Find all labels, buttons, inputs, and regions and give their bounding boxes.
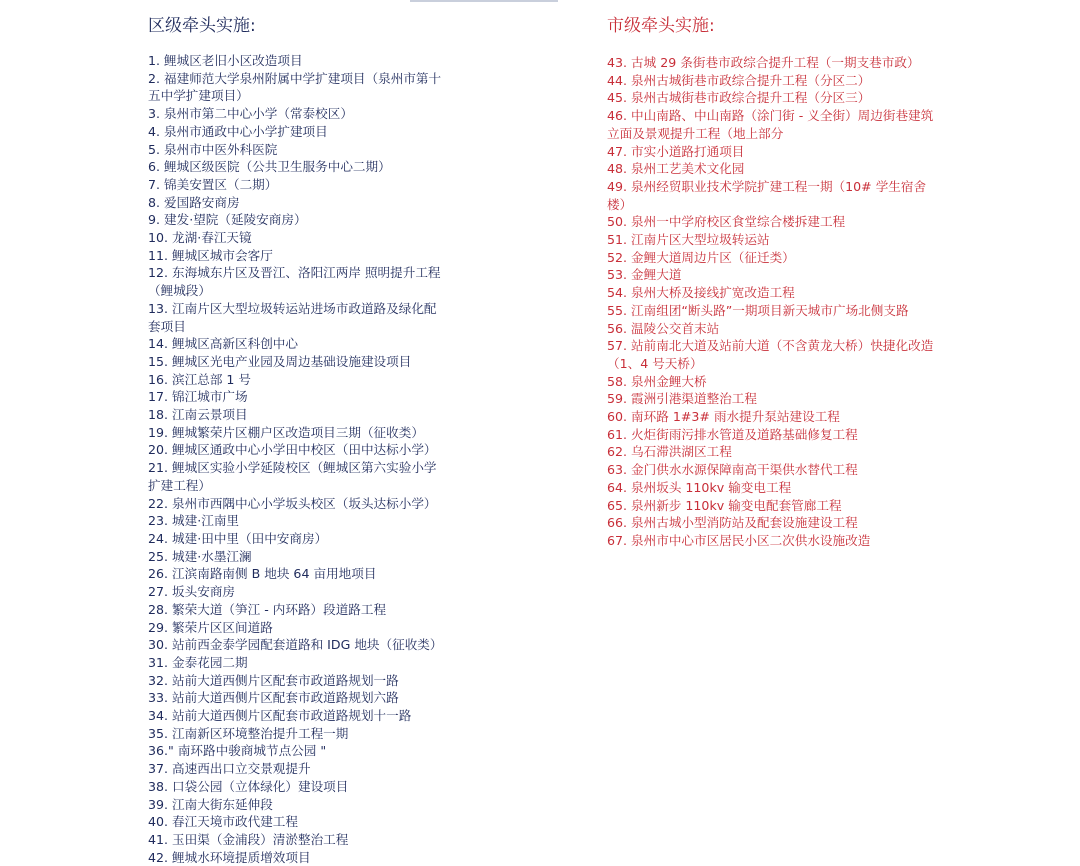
project-list-item: 56. 温陵公交首末站 bbox=[607, 320, 720, 336]
project-list-item: 54. 泉州大桥及接线扩宽改造工程 bbox=[607, 285, 795, 301]
project-list-item: 32. 站前大道西侧片区配套市政道路规划一路 bbox=[148, 672, 399, 688]
project-list-item: 44. 泉州古城街巷市政综合提升工程（分区二） bbox=[607, 72, 871, 88]
project-list-item: 27. 坂头安商房 bbox=[148, 584, 236, 600]
project-list-item: 20. 鲤城区通政中心小学田中校区（田中达标小学） bbox=[148, 442, 437, 458]
project-list-item: 12. 东海城东片区及晋江、洛阳江两岸 照明提升工程（鲤城段） bbox=[148, 265, 441, 299]
city-level-heading: 市级牵头实施: bbox=[607, 16, 715, 36]
project-list-item: 39. 江南大街东延伸段 bbox=[148, 796, 273, 812]
project-list-item: 52. 金鲤大道周边片区（征迁类） bbox=[607, 249, 795, 265]
project-list-item: 31. 金泰花园二期 bbox=[148, 654, 248, 670]
project-list-item: 24. 城建·田中里（田中安商房） bbox=[148, 530, 328, 546]
city-project-list bbox=[607, 54, 1027, 550]
project-list-item: 9. 建发·望院（延陵安商房） bbox=[148, 212, 307, 228]
project-list-item: 63. 金门供水水源保障南高干渠供水替代工程 bbox=[607, 462, 858, 478]
project-list-item: 48. 泉州工艺美术文化园 bbox=[607, 161, 745, 177]
project-list-item: 3. 泉州市第二中心小学（常泰校区） bbox=[148, 106, 353, 122]
project-list-item: 40. 春江天境市政代建工程 bbox=[148, 814, 298, 830]
project-list-item: 19. 鲤城繁荣片区棚户区改造项目三期（征收类） bbox=[148, 424, 424, 440]
project-list-item: 45. 泉州古城街巷市政综合提升工程（分区三） bbox=[607, 90, 871, 106]
district-level-heading: 区级牵头实施: bbox=[148, 16, 256, 36]
project-list-item: 62. 乌石滞洪湖区工程 bbox=[607, 444, 732, 460]
project-list-item: 47. 市实小道路打通项目 bbox=[607, 143, 745, 159]
project-list-item: 5. 泉州市中医外科医院 bbox=[148, 141, 278, 157]
project-list-item: 4. 泉州市通政中心小学扩建项目 bbox=[148, 123, 328, 139]
project-list-item: 50. 泉州一中学府校区食堂综合楼拆建工程 bbox=[607, 214, 846, 230]
project-list-item: 6. 鲤城区级医院（公共卫生服务中心二期） bbox=[148, 159, 391, 175]
project-list-item: 29. 繁荣片区区间道路 bbox=[148, 619, 273, 635]
project-list-item: 18. 江南云景项目 bbox=[148, 407, 248, 423]
project-list-item: 65. 泉州新步 110kv 输变电配套管廊工程 bbox=[607, 497, 842, 513]
project-list-item: 61. 火炬街雨污排水管道及道路基础修复工程 bbox=[607, 426, 858, 442]
project-list-item: 33. 站前大道西侧片区配套市政道路规划六路 bbox=[148, 690, 399, 706]
project-list-item: 34. 站前大道西侧片区配套市政道路规划十一路 bbox=[148, 708, 412, 724]
project-list-item: 28. 繁荣大道（笋江 - 内环路）段道路工程 bbox=[148, 601, 387, 617]
project-list-item: 11. 鲤城区城市会客厅 bbox=[148, 247, 273, 263]
district-project-list bbox=[148, 52, 568, 866]
project-list-item: 49. 泉州经贸职业技术学院扩建工程一期（10# 学生宿舍楼） bbox=[607, 178, 927, 212]
project-list-item: 60. 南环路 1#3# 雨水提升泵站建设工程 bbox=[607, 409, 840, 425]
project-list-item: 13. 江南片区大型垃圾转运站进场市政道路及绿化配套项目 bbox=[148, 300, 437, 334]
city-level-column bbox=[607, 14, 1027, 550]
project-list-item: 64. 泉州坂头 110kv 输变电工程 bbox=[607, 479, 792, 495]
project-list-item: 25. 城建·水墨江澜 bbox=[148, 548, 252, 564]
district-level-column bbox=[148, 14, 568, 866]
project-list-item: 21. 鲤城区实验小学延陵校区（鲤城区第六实验小学扩建工程） bbox=[148, 460, 437, 493]
project-list-item: 15. 鲤城区光电产业园及周边基础设施建设项目 bbox=[148, 353, 412, 369]
project-list-item: 36." 南环路中骏商城节点公园 " bbox=[148, 743, 327, 759]
project-list-item: 7. 锦美安置区（二期） bbox=[148, 176, 278, 192]
project-list-item: 51. 江南片区大型垃圾转运站 bbox=[607, 232, 770, 248]
top-divider bbox=[410, 0, 558, 2]
project-list-item: 30. 站前西金泰学园配套道路和 IDG 地块（征收类） bbox=[148, 637, 443, 653]
project-list-item: 46. 中山南路、中山南路（涂门街 - 义全街）周边街巷建筑立面及景观提升工程（地上部分 bbox=[607, 108, 934, 141]
project-list-item: 10. 龙湖·春江天镜 bbox=[148, 230, 252, 246]
project-list-item: 67. 泉州市中心市区居民小区二次供水设施改造 bbox=[607, 532, 871, 548]
project-list-item: 58. 泉州金鲤大桥 bbox=[607, 373, 707, 389]
project-list-item: 57. 站前南北大道及站前大道（不含黄龙大桥）快捷化改造（1、4 号天桥） bbox=[607, 338, 934, 371]
project-list-item: 59. 霞洲引港渠道整治工程 bbox=[607, 391, 757, 407]
project-list-item: 66. 泉州古城小型消防站及配套设施建设工程 bbox=[607, 515, 858, 531]
project-list-item: 23. 城建·江南里 bbox=[148, 513, 240, 529]
project-list-item: 16. 滨江总部 1 号 bbox=[148, 371, 252, 387]
project-list-item: 8. 爱国路安商房 bbox=[148, 194, 240, 210]
project-list-item: 17. 锦江城市广场 bbox=[148, 389, 248, 405]
project-list-item: 53. 金鲤大道 bbox=[607, 267, 682, 283]
project-list-item: 14. 鲤城区高新区科创中心 bbox=[148, 336, 298, 352]
project-list-item: 37. 高速西出口立交景观提升 bbox=[148, 761, 311, 777]
project-list-item: 42. 鲤城水环境提质增效项目 bbox=[148, 849, 311, 865]
project-list-item: 41. 玉田渠（金浦段）清淤整治工程 bbox=[148, 831, 349, 847]
project-list-item: 26. 江滨南路南侧 B 地块 64 亩用地项目 bbox=[148, 566, 377, 582]
project-list-item: 1. 鲤城区老旧小区改造项目 bbox=[148, 53, 303, 68]
project-list-item: 35. 江南新区环境整治提升工程一期 bbox=[148, 725, 349, 741]
project-list-item: 38. 口袋公园（立体绿化）建设项目 bbox=[148, 778, 349, 794]
project-list-item: 55. 江南组团“断头路”一期项目新天城市广场北侧支路 bbox=[607, 302, 909, 318]
project-list-item: 22. 泉州市西隅中心小学坂头校区（坂头达标小学） bbox=[148, 495, 437, 511]
project-list-item: 43. 古城 29 条街巷市政综合提升工程（一期支巷市政） bbox=[607, 55, 920, 70]
project-list-item: 2. 福建师范大学泉州附属中学扩建项目（泉州市第十五中学扩建项目） bbox=[148, 70, 442, 104]
